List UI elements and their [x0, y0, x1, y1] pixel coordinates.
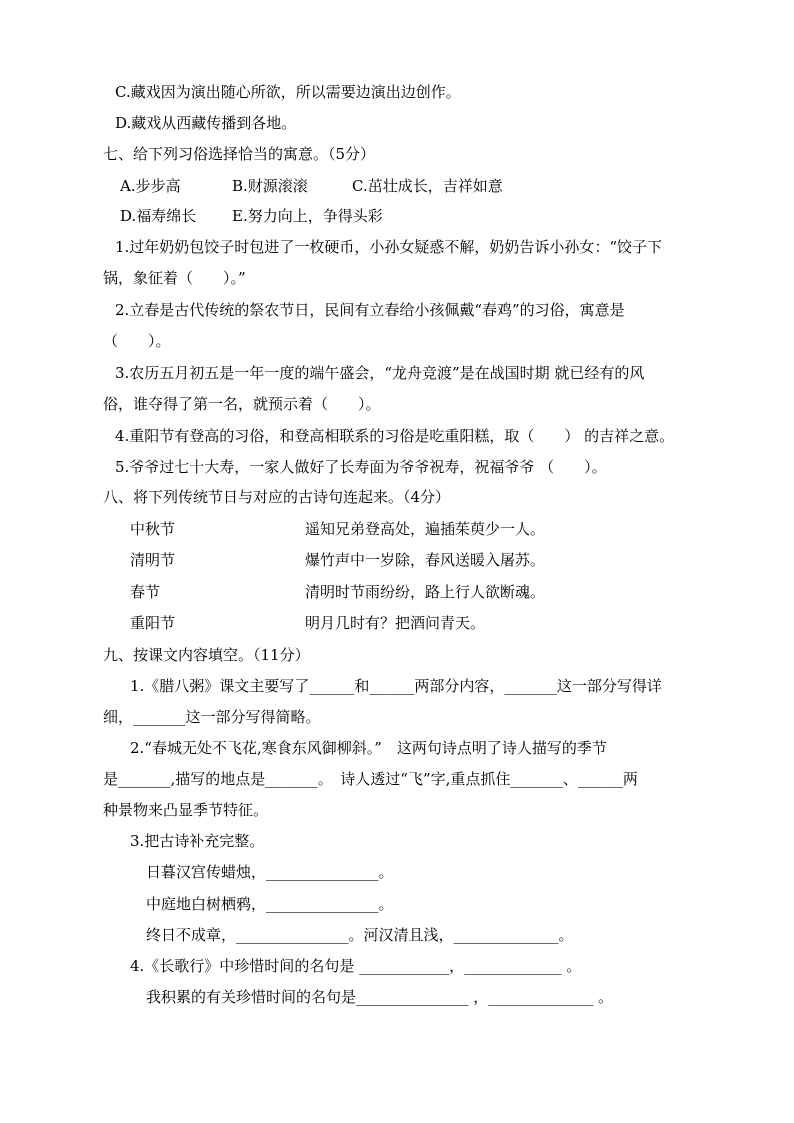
verse-item: 明月几时有？把酒问青天。: [305, 614, 486, 632]
option-e: E.努力向上，争得头彩: [232, 207, 383, 225]
section-7-title: 七、给下列习俗选择恰当的寓意。（5分）: [103, 145, 376, 163]
s9-q2-line-2: 是_______,描写的地点是_______。 诗人透过“飞”字,重点抓住_______、______两: [103, 770, 638, 788]
verse-item: 遥知兄弟登高处，遍插茱萸少一人。: [305, 520, 546, 538]
s7-q2-line-1: 2.立春是古代传统的祭农节日，民间有立春给小孩佩戴“春鸡”的习俗，寓意是: [115, 301, 625, 319]
q6-option-c: C.藏戏因为演出随心所欲，所以需要边演出边创作。: [115, 83, 461, 101]
q6-option-d: D.藏戏从西藏传播到各地。: [115, 114, 297, 132]
festival-item: 清明节: [130, 551, 176, 569]
option-b: B.财源滚滚: [232, 177, 308, 195]
option-d: D.福寿绵长: [120, 207, 197, 225]
s7-q5: 5.爷爷过七十大寿，一家人做好了长寿面为爷爷祝寿，祝福爷爷 （ ）。: [115, 458, 607, 476]
verse-item: 爆竹声中一岁除，春风送暖入屠苏。: [305, 551, 546, 569]
s9-q1-line-2: 细，_______这一部分写得简略。: [103, 708, 321, 726]
s7-q2-line-2: （ ）。: [103, 332, 171, 350]
verse-item: 清明时节雨纷纷，路上行人欲断魂。: [305, 583, 546, 601]
s9-q4-line-2: 我积累的有关珍惜时间的名句是_______________ ，______________ 。: [146, 988, 614, 1006]
s9-q3-poem-line-2: 中庭地白树栖鸦，_______________。: [146, 895, 394, 913]
festival-item: 中秋节: [130, 520, 176, 538]
s7-q3-line-1: 3.农历五月初五是一年一度的端午盛会，“龙舟竞渡”是在战国时期 就已经有的风: [115, 364, 645, 382]
s7-q1-line-1: 1.过年奶奶包饺子时包进了一枚硬币，小孙女疑惑不解，奶奶告诉小孙女：“饺子下: [115, 238, 662, 256]
section-7-options-row-1: [120, 176, 503, 196]
s7-q3-line-2: 俗，谁夺得了第一名，就预示着（ ）。: [103, 395, 381, 413]
s9-q2-line-1: 2.“春城无处不飞花,寒食东风御柳斜。” 这两句诗点明了诗人描写的季节: [130, 739, 607, 757]
s9-q3-poem-line-3: 终日不成章，_______________。河汉清且浅，______________。: [146, 926, 574, 944]
section-8-title: 八、将下列传统节日与对应的古诗句连起来。（4分）: [103, 488, 451, 506]
section-9-title: 九、按课文内容填空。（11分）: [103, 646, 310, 664]
option-a: A.步步高: [120, 177, 181, 195]
s9-q2-line-3: 种景物来凸显季节特征。: [103, 801, 269, 819]
option-c: C.茁壮成长，吉祥如意: [352, 177, 503, 195]
s7-q1-line-2: 锅，象征着（ ）。”: [103, 269, 246, 287]
festival-item: 春节: [130, 583, 161, 601]
s9-q3: 3.把古诗补充完整。: [130, 832, 265, 850]
s9-q3-poem-line-1: 日暮汉宫传蜡烛，_______________。: [146, 863, 394, 881]
s9-q1-line-1: 1.《腊八粥》课文主要写了______和______两部分内容，_______这一部分写得详: [130, 677, 662, 695]
section-7-options-row-2: [120, 206, 383, 226]
s7-q4: 4.重阳节有登高的习俗，和登高相联系的习俗是吃重阳糕，取（ ） 的吉祥之意。: [115, 427, 675, 445]
s9-q4-line-1: 4.《长歌行》中珍惜时间的名句是 ____________，_____________ 。: [130, 957, 582, 975]
festival-item: 重阳节: [130, 614, 176, 632]
